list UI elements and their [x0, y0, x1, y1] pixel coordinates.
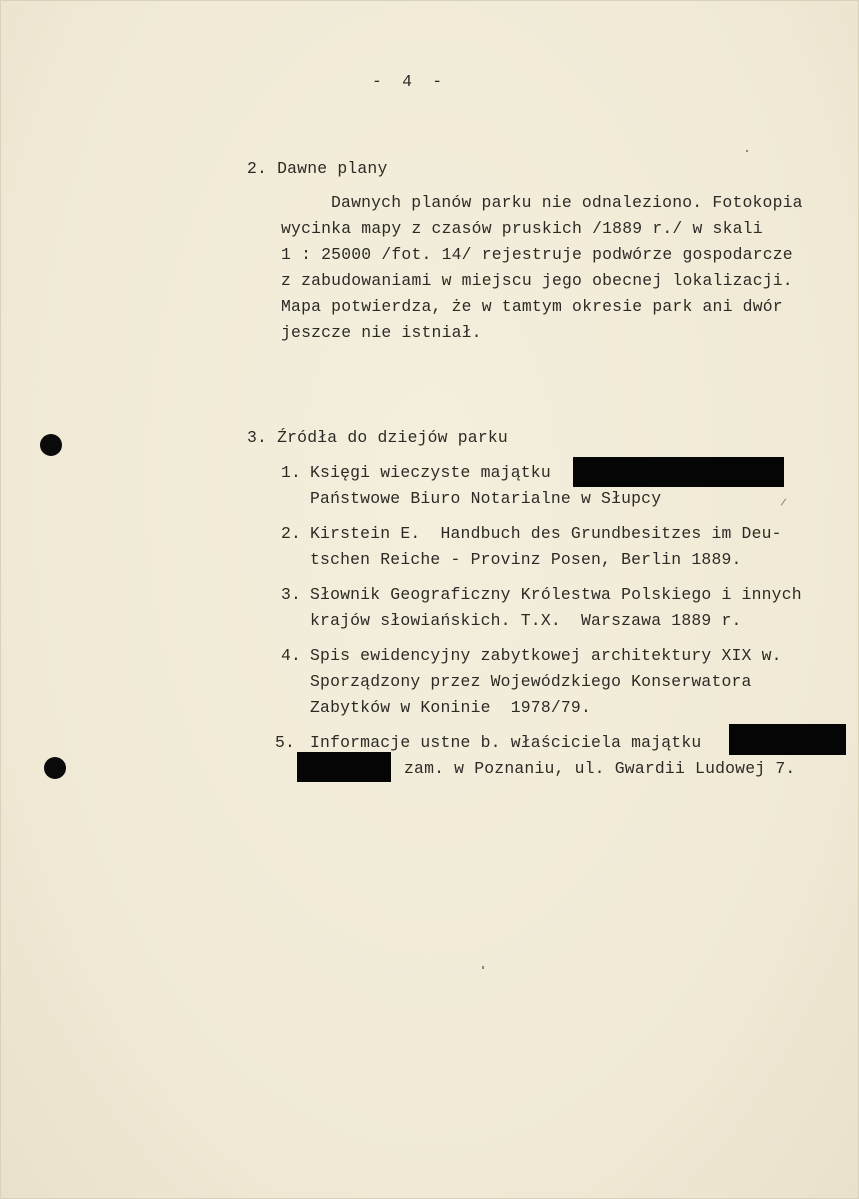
paragraph-line: Dawnych planów parku nie odnaleziono. Fotokopia	[331, 193, 803, 212]
paragraph-line: jeszcze nie istniał.	[281, 323, 482, 342]
paragraph-line: Mapa potwierdza, że w tamtym okresie park ani dwór	[281, 297, 783, 316]
redaction-bar	[573, 457, 784, 487]
list-item-line: Księgi wieczyste majątku	[310, 463, 551, 482]
list-item-line: krajów słowiańskich. T.X. Warszawa 1889 r.	[310, 611, 742, 630]
list-item-line: Spis ewidencyjny zabytkowej architektury XIX w.	[310, 646, 782, 665]
page-number: - 4 -	[372, 72, 443, 91]
paragraph-line: wycinka mapy z czasów pruskich /1889 r./ w skali	[281, 219, 763, 238]
list-item-line: tschen Reiche - Provinz Posen, Berlin 1889.	[310, 550, 742, 569]
paper-speck	[781, 498, 786, 505]
list-item-line: Państwowe Biuro Notarialne w Słupcy	[310, 489, 662, 508]
list-item-line: zam. w Poznaniu, ul. Gwardii Ludowej 7.	[404, 759, 796, 778]
paper-speck	[746, 150, 748, 152]
paragraph-line: z zabudowaniami w miejscu jego obecnej lokalizacji.	[281, 271, 793, 290]
list-item-line: Zabytków w Koninie 1978/79.	[310, 698, 592, 717]
punch-hole	[40, 434, 62, 456]
punch-hole	[44, 757, 66, 779]
list-item-number: 3.	[281, 585, 302, 604]
paragraph-line: 1 : 25000 /fot. 14/ rejestruje podwórze gospodarcze	[281, 245, 793, 264]
list-item-line: Słownik Geograficzny Królestwa Polskiego i innych	[310, 585, 802, 604]
section-heading-plans: 2. Dawne plany	[247, 159, 388, 178]
paper-speck	[482, 966, 484, 969]
list-item-line: Informacje ustne b. właściciela majątku	[310, 733, 702, 752]
list-item-number: 4.	[281, 646, 302, 665]
redaction-bar	[729, 724, 846, 755]
redaction-bar	[297, 752, 391, 782]
list-item-number: 1.	[281, 463, 302, 482]
section-heading-sources: 3. Źródła do dziejów parku	[247, 428, 508, 447]
list-item-number: 5.	[275, 733, 296, 752]
list-item-line: Kirstein E. Handbuch des Grundbesitzes im Deu-	[310, 524, 782, 543]
list-item-number: 2.	[281, 524, 302, 543]
list-item-line: Sporządzony przez Wojewódzkiego Konserwatora	[310, 672, 752, 691]
